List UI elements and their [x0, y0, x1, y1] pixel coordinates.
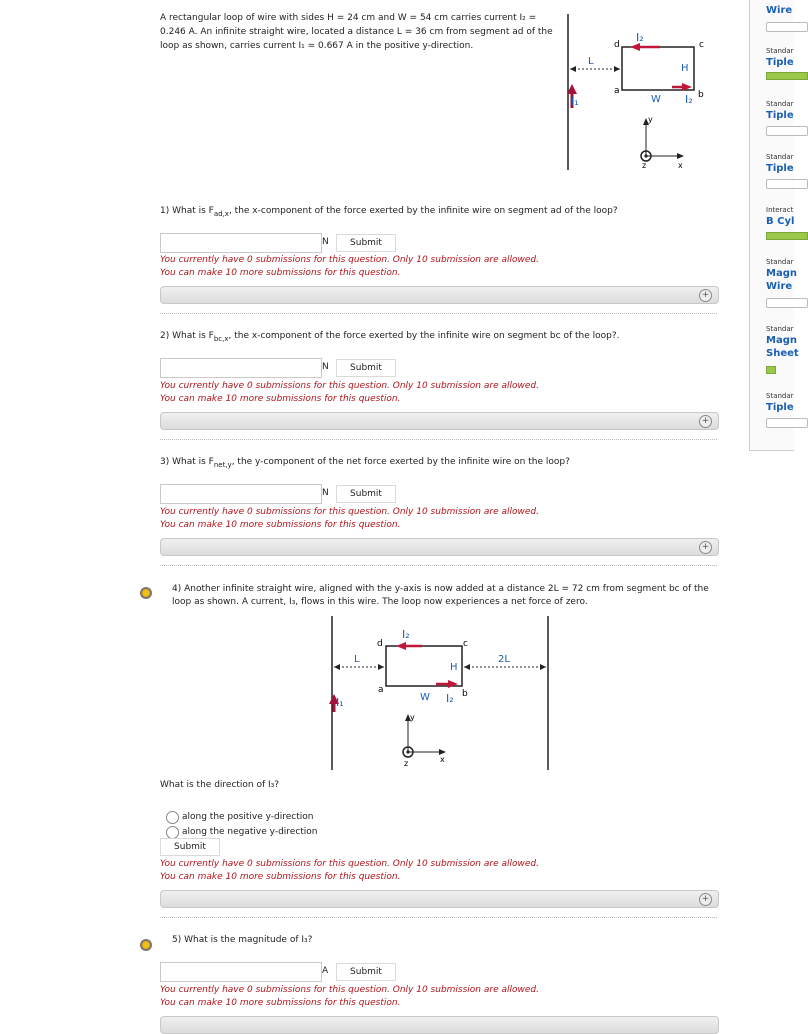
sidebar-item-type: Standar — [766, 325, 794, 333]
sidebar-item-title[interactable]: Tiple — [766, 57, 794, 68]
label-l: L — [588, 56, 594, 67]
sidebar-item-title[interactable]: Magn — [766, 268, 797, 279]
sidebar-progress — [766, 298, 808, 308]
label-i1: I₁ — [336, 696, 344, 709]
label-z: z — [404, 759, 409, 768]
sidebar-item-type: Standar — [766, 47, 794, 55]
label-c: c — [699, 40, 704, 50]
answer-input-3[interactable] — [160, 484, 322, 504]
radio-positive-y[interactable] — [166, 811, 179, 824]
label-h: H — [450, 662, 458, 673]
unit-label-2: N — [322, 362, 329, 372]
hint-bar-4[interactable] — [160, 890, 719, 908]
label-d: d — [377, 639, 383, 649]
option-positive-y-label: along the positive y-direction — [182, 812, 314, 822]
label-c: c — [463, 639, 468, 649]
submit-button-2[interactable]: Submit — [336, 359, 396, 377]
question-1-text: 1) What is $F_{ad,x}$, the x-component of the force exerted by the infinite wire on segment ad of the loop? — [160, 206, 618, 218]
submission-message-4: You currently have 0 submissions for this question. Only 10 submission are allowed. You can make 10 more submissions for this question. — [160, 859, 539, 882]
label-b: b — [462, 689, 468, 699]
divider — [160, 439, 717, 440]
problem-intro: A rectangular loop of wire with sides H = 24 cm and W = 54 cm carries current I₂ = 0.246 A. An infinite straight wire, located a distance L = 36 cm from segment ad of the loop as shown, carries current I₁ = 0.667 A in the positive y-direction. — [160, 13, 553, 51]
sidebar-progress — [766, 72, 808, 80]
sidebar-item-type: Standar — [766, 100, 794, 108]
expand-icon[interactable]: + — [699, 415, 712, 428]
related-items-sidebar — [749, 0, 799, 451]
label-d: d — [614, 40, 620, 50]
submit-button-5[interactable]: Submit — [336, 963, 396, 981]
submission-message-3: You currently have 0 submissions for this question. Only 10 submission are allowed. You can make 10 more submissions for this question. — [160, 507, 539, 530]
label-z: z — [642, 161, 647, 170]
option-negative-y-label: along the negative y-direction — [182, 827, 318, 837]
question-4-subtext: What is the direction of I₃? — [160, 780, 280, 790]
submit-button-1[interactable]: Submit — [336, 234, 396, 252]
divider — [160, 565, 717, 566]
loop-diagram-2 — [310, 614, 570, 774]
hint-bar-1[interactable] — [160, 286, 719, 304]
submission-message-5: You currently have 0 submissions for this question. Only 10 submission are allowed. You can make 10 more submissions for this question. — [160, 985, 539, 1008]
question-4-text: 4) Another infinite straight wire, aligned with the y-axis is now added at a distance 2L = 72 cm from segment bc of the loop as shown. A current, I₃, flows in this wire. The loop now experiences a net force of zero. — [172, 584, 709, 607]
expand-icon[interactable]: + — [699, 893, 712, 906]
submission-message-2: You currently have 0 submissions for this question. Only 10 submission are allowed. You can make 10 more submissions for this question. — [160, 381, 539, 404]
label-a: a — [614, 86, 620, 96]
unit-label-3: N — [322, 488, 329, 498]
current-arrow-top — [630, 43, 640, 51]
question-status-icon — [140, 939, 152, 951]
label-2l: 2L — [498, 654, 510, 665]
sidebar-progress — [766, 126, 808, 136]
label-h: H — [681, 63, 689, 74]
label-x: x — [440, 755, 445, 764]
label-y: y — [410, 713, 415, 722]
sidebar-item-title[interactable]: Tiple — [766, 163, 794, 174]
answer-input-1[interactable] — [160, 233, 322, 253]
sidebar-item-title[interactable]: Sheet — [766, 348, 799, 359]
unit-label-5: A — [322, 966, 329, 976]
sidebar-item-type: Standar — [766, 153, 794, 161]
sidebar-progress — [766, 366, 776, 374]
sidebar-progress — [766, 179, 808, 189]
label-i2-top: I₂ — [402, 628, 410, 641]
label-b: b — [698, 90, 704, 100]
sidebar-item-title[interactable]: Tiple — [766, 110, 794, 121]
label-i2-bottom: I₂ — [685, 93, 693, 106]
sidebar-item-title[interactable]: Wire — [766, 281, 793, 292]
question-5-text: 5) What is the magnitude of I₃? — [172, 935, 313, 945]
divider — [160, 313, 717, 314]
label-a: a — [378, 685, 384, 695]
sidebar-item-type: Interact — [766, 206, 794, 214]
question-3-text: 3) What is $F_{net,y}$, the y-component of the net force exerted by the infinite wire on the loop? — [160, 457, 570, 469]
expand-icon[interactable]: + — [699, 541, 712, 554]
sidebar-item-type: Standar — [766, 392, 794, 400]
label-i1: I₁ — [571, 95, 579, 108]
sidebar-item-title[interactable]: Tiple — [766, 402, 794, 413]
loop-diagram-1 — [560, 10, 720, 180]
divider — [160, 917, 717, 918]
hint-bar-5[interactable] — [160, 1016, 719, 1034]
label-x: x — [678, 161, 683, 170]
label-w: W — [420, 692, 430, 703]
sidebar-item-title[interactable]: Wire — [766, 5, 793, 16]
current-arrow-bottom — [448, 680, 458, 688]
sidebar-item-type: Standar — [766, 258, 794, 266]
sidebar-progress — [766, 22, 808, 32]
answer-input-2[interactable] — [160, 358, 322, 378]
submit-button-4[interactable]: Submit — [160, 838, 220, 856]
sidebar-progress — [766, 232, 808, 240]
label-l: L — [354, 654, 360, 665]
submit-button-3[interactable]: Submit — [336, 485, 396, 503]
unit-label-1: N — [322, 237, 329, 247]
submission-message-1: You currently have 0 submissions for this question. Only 10 submission are allowed. You can make 10 more submissions for this question. — [160, 255, 539, 278]
label-y: y — [648, 115, 653, 124]
sidebar-item-title[interactable]: B Cyl — [766, 216, 795, 227]
question-status-icon — [140, 587, 152, 599]
label-w: W — [651, 94, 661, 105]
sidebar-item-title[interactable]: Magn — [766, 335, 797, 346]
label-i2-top: I₂ — [636, 31, 644, 44]
hint-bar-3[interactable] — [160, 538, 719, 556]
expand-icon[interactable]: + — [699, 289, 712, 302]
hint-bar-2[interactable] — [160, 412, 719, 430]
current-arrow-top — [396, 642, 406, 650]
label-i2-bottom: I₂ — [446, 692, 454, 705]
sidebar-progress — [766, 418, 808, 428]
question-2-text: 2) What is $F_{bc,x}$, the x-component of the force exerted by the infinite wire on segment bc of the loop?. — [160, 331, 620, 343]
answer-input-5[interactable] — [160, 962, 322, 982]
